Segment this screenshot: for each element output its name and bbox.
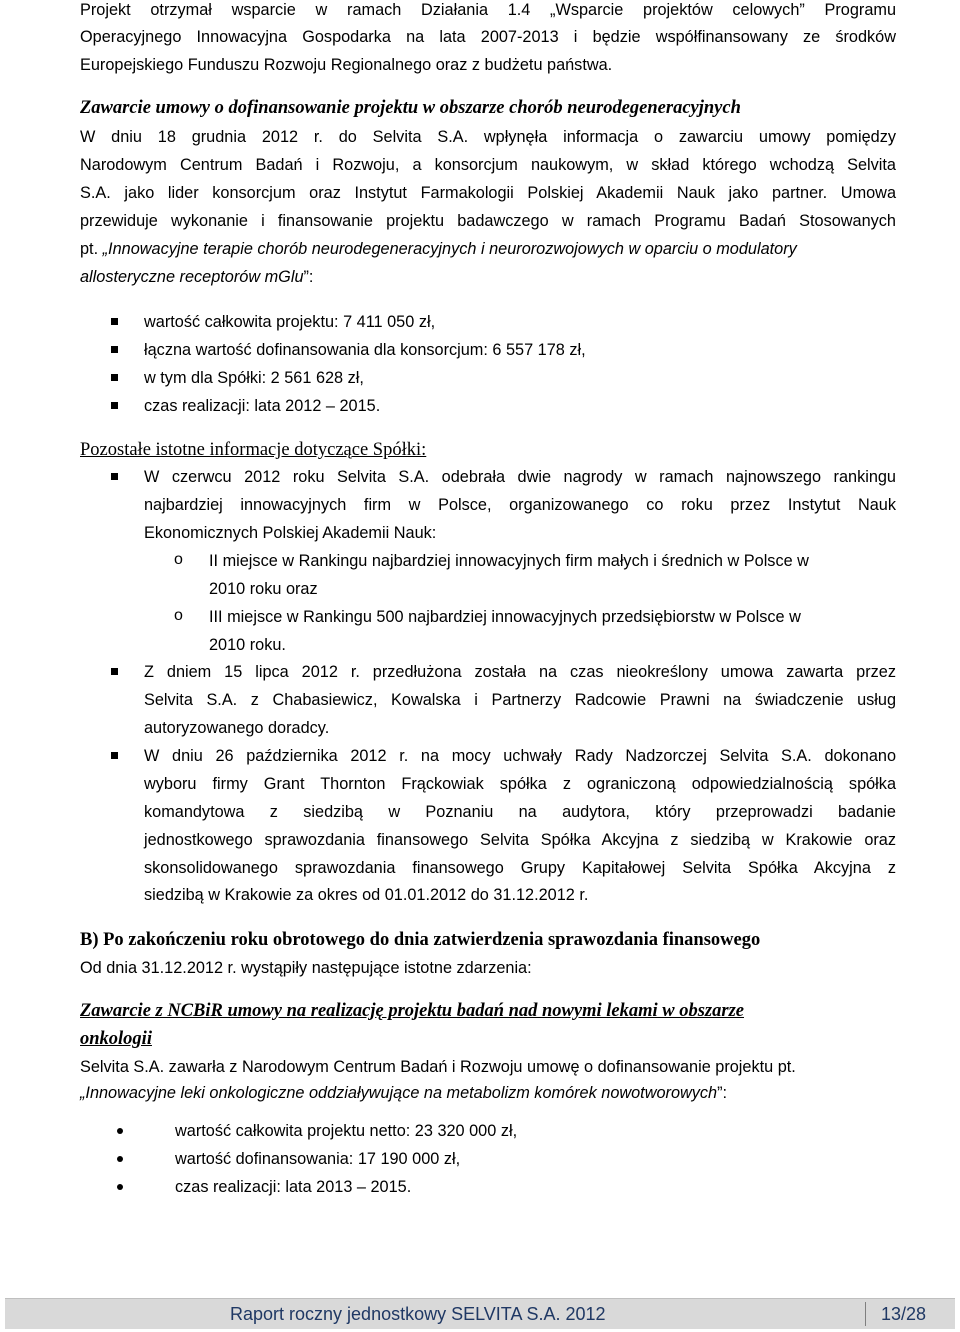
bullet-item: wartość całkowita projektu netto: 23 320 000 zł, (175, 1122, 518, 1140)
square-bullet-icon (111, 668, 118, 675)
footer-report-title: Raport roczny jednostkowy SELVITA S.A. 2012 (230, 1304, 606, 1324)
bullet-item: czas realizacji: lata 2013 – 2015. (175, 1178, 412, 1196)
section-heading-ncbir: Zawarcie z NCBiR umowy na realizację projektu badań nad nowymi lekami w obszarze (80, 1001, 744, 1021)
page-footer (5, 1298, 955, 1329)
paragraph-line: S.A. jako lider konsorcjum oraz Instytut Farmakologii Polskiej Akademii Nauk jako partner. Umowa (80, 184, 896, 202)
bullet-item-line: Z dniem 15 lipca 2012 r. przedłużona została na czas nieokreślony umowa zawarta przez (144, 663, 896, 681)
square-bullet-icon (111, 752, 118, 759)
project-title-part: „Innowacyjne leki onkologiczne oddziaływujące na metabolizm komórek nowotworowych (80, 1084, 718, 1102)
sub-bullet-line: II miejsce w Rankingu najbardziej innowacyjnych firm małych i średnich w Polsce w (209, 552, 809, 570)
page-number: 13/28 (881, 1304, 927, 1324)
paragraph-text: ”: (717, 1084, 728, 1102)
circle-bullet-icon: o (174, 607, 183, 624)
bullet-item: wartość całkowita projektu: 7 411 050 zł, (144, 313, 436, 331)
project-title-part: allosteryczne receptorów mGlu (80, 268, 304, 286)
bullet-item-line: Selvita S.A. z Chabasiewicz, Kowalska i Partnerzy Radcowie Prawni na świadczenie usług (144, 691, 896, 709)
round-bullet-icon (117, 1156, 123, 1162)
square-bullet-icon (111, 374, 118, 381)
intro-line-1: Projekt otrzymał wsparcie w ramach Działania 1.4 „Wsparcie projektów celowych” Programu (80, 1, 896, 19)
project-title-part: „Innowacyjne terapie chorób neurodegeneracyjnych i neurorozwojowych w oparciu o modulatory (102, 240, 797, 258)
bullet-item-line: autoryzowanego doradcy. (144, 719, 330, 737)
bullet-item-line: siedzibą w Krakowie za okres od 01.01.2012 do 31.12.2012 r. (144, 886, 589, 904)
paragraph-line: Narodowym Centrum Badań i Rozwoju, a konsorcjum naukowym, w skład którego wchodzą Selvita (80, 156, 896, 174)
paragraph-line: przewiduje wykonanie i finansowanie projektu badawczego w ramach Programu Badań Stosowanych (80, 212, 896, 230)
section-heading-neuro: Zawarcie umowy o dofinansowanie projektu w obszarze chorób neurodegeneracyjnych (80, 98, 741, 118)
bullet-item-line: komandytowa z siedzibą w Poznaniu na audytora, który przeprowadzi badanie (144, 803, 896, 821)
circle-bullet-icon: o (174, 551, 183, 568)
bullet-item-line: jednostkowego sprawozdania finansowego Selvita Spółka Akcyjna z siedzibą w Krakowie oraz (144, 831, 896, 849)
bullet-item: czas realizacji: lata 2012 – 2015. (144, 397, 381, 415)
bullet-item-line: W czerwcu 2012 roku Selvita S.A. odebrała dwie nagrody w ramach najnowszego rankingu (144, 468, 896, 486)
paragraph-line (80, 1083, 727, 1103)
paragraph-line (80, 267, 313, 287)
paragraph-line: Selvita S.A. zawarła z Narodowym Centrum Badań i Rozwoju umowę o dofinansowanie projektu pt. (80, 1058, 796, 1076)
bullet-item-line: wyboru firmy Grant Thornton Frąckowiak spółka z ograniczoną odpowiedzialnością spółka (144, 775, 896, 793)
footer-divider (865, 1302, 866, 1326)
bullet-item-line: W dniu 26 października 2012 r. na mocy uchwały Rady Nadzorczej Selvita S.A. dokonano (144, 747, 896, 765)
square-bullet-icon (111, 346, 118, 353)
bullet-item-line: najbardziej innowacyjnych firm w Polsce, organizowanego co roku przez Instytut Nauk (144, 496, 896, 514)
bullet-item-line: skonsolidowanego sprawozdania finansowego Grupy Kapitałowej Selvita Spółka Akcyjna z (144, 859, 896, 877)
round-bullet-icon (117, 1184, 123, 1190)
section-heading-other-info: Pozostałe istotne informacje dotyczące Spółki: (80, 440, 427, 460)
square-bullet-icon (111, 473, 118, 480)
square-bullet-icon (111, 402, 118, 409)
bullet-item: wartość dofinansowania: 17 190 000 zł, (175, 1150, 461, 1168)
bullet-item: łączna wartość dofinansowania dla konsorcjum: 6 557 178 zł, (144, 341, 586, 359)
sub-bullet-line: 2010 roku. (209, 636, 286, 654)
section-heading-b: B) Po zakończeniu roku obrotowego do dnia zatwierdzenia sprawozdania finansowego (80, 930, 761, 950)
paragraph-line: W dniu 18 grudnia 2012 r. do Selvita S.A. wpłynęła informacja o zawarciu umowy pomiędzy (80, 128, 896, 146)
sub-bullet-line: III miejsce w Rankingu 500 najbardziej innowacyjnych przedsiębiorstw w Polsce w (209, 608, 801, 626)
paragraph-text: ”: (303, 268, 314, 286)
intro-line-2: Operacyjnego Innowacyjna Gospodarka na lata 2007-2013 i będzie współfinansowany ze środków (80, 28, 896, 46)
sub-bullet-line: 2010 roku oraz (209, 580, 318, 598)
section-heading-ncbir: onkologii (80, 1029, 152, 1049)
paragraph-text: pt. (80, 240, 103, 258)
square-bullet-icon (111, 318, 118, 325)
bullet-item-line: Ekonomicznych Polskiej Akademii Nauk: (144, 524, 437, 542)
bullet-item: w tym dla Spółki: 2 561 628 zł, (144, 369, 364, 387)
paragraph-line: Od dnia 31.12.2012 r. wystąpiły następujące istotne zdarzenia: (80, 959, 532, 977)
intro-line-3: Europejskiego Funduszu Rozwoju Regionalnego oraz z budżetu państwa. (80, 56, 613, 74)
paragraph-line (80, 239, 797, 259)
round-bullet-icon (117, 1128, 123, 1134)
